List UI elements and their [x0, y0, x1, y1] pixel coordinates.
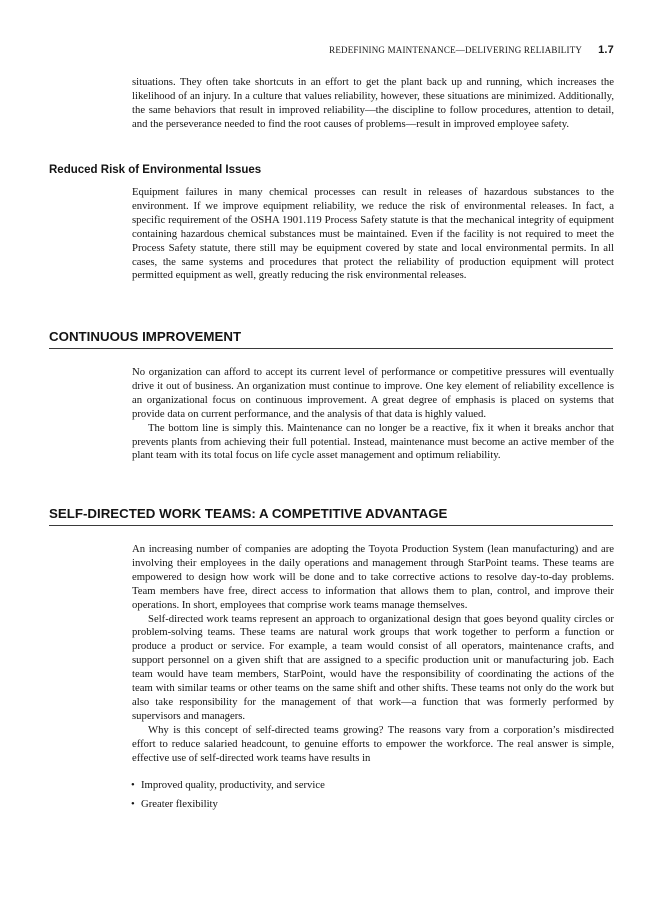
benefits-bullet-list — [131, 779, 613, 816]
bullet-icon: • — [131, 779, 135, 791]
continuous-paragraph-1: No organization can afford to accept its current level of performance or competitive pressures will eventually drive it out of business. An organization must continue to improve. One key element of reliability excellence is an organizational focus on continuous improvement. A great degree of emphasis is placed on systems that provide data on current performance, and the analysis of that data is highly valued. — [132, 366, 614, 420]
bullet-text: Greater flexibility — [141, 797, 218, 810]
bullet-icon: • — [131, 797, 135, 810]
section-heading-continuous-improvement: CONTINUOUS IMPROVEMENT — [49, 329, 613, 349]
continuous-paragraph-2: The bottom line is simply this. Maintenance can no longer be a reactive, fix it when it breaks anchor that prevents plants from achieving their full potential. Instead, maintenance must become an active member of the plant team with its total focus on life cycle asset management and optimum reliability. — [132, 421, 614, 462]
list-item — [131, 798, 613, 817]
teams-paragraph-1: An increasing number of companies are adopting the Toyota Production System (lean manufacturing) and are involving their employees in the daily operations and management through StarPoint teams. These teams are empowered to design how work will be done and to take corrective actions to resolve day-to-day problems. Team members have free, direct access to information that allows them to plan, control, and improve their operations. In short, employees that comprise work teams manage themselves. — [132, 543, 614, 611]
environmental-paragraph: Equipment failures in many chemical processes can result in releases of hazardous substances to the environment. If we improve equipment reliability, we reduce the risk of environmental releases. In fact, a specific requirement of the OSHA 1901.119 Process Safety statute is that the mechanical integrity of equipment containing hazardous chemical substances must be maintained. Even if the facility is not required to meet the Process Safety statute, there still may be equipment covered by state and local environmental permits. In all cases, the same systems and procedures that protect the reliability of production equipment will protect permitted equipment as well, greatly reducing the risk environmental releases. — [132, 186, 614, 282]
intro-paragraph: situations. They often take shortcuts in an effort to get the plant back up and running, which increases the likelihood of an injury. In a culture that values reliability, however, these situations are minimized. Additionally, the same behaviors that result in improved reliability—the discipline to follow procedures, attention to detail, and the perseverance needed to find the root causes of problems—result in improved employee safety. — [132, 76, 614, 130]
teams-text-block — [132, 543, 614, 766]
running-head-title: REDEFINING MAINTENANCE—DELIVERING RELIABILITY — [329, 45, 583, 55]
section-heading-self-directed-teams: SELF-DIRECTED WORK TEAMS: A COMPETITIVE ADVANTAGE — [49, 506, 613, 526]
intro-text-block — [132, 76, 614, 132]
bullet-text: Improved quality, productivity, and service — [141, 779, 325, 791]
subheading-environmental: Reduced Risk of Environmental Issues — [49, 164, 262, 176]
teams-paragraph-2: Self-directed work teams represent an approach to organizational design that goes beyond quality circles or problem-solving teams. These teams are natural work groups that work together to perform a function or produce a product or service. For example, a team would consist of all operators, maintenance crafts, and support personnel on a given shift that are assigned to a specific production unit or manufacturing job. Each team would have team members, StarPoint, would have the responsibility of coordinating the actions of the team with similar teams or other teams on the same shift and other shifts. These teams not only do the work but also take responsibility for the management of that work—a function that was formerly performed by supervisors and managers. — [132, 612, 614, 722]
page-number: 1.7 — [598, 44, 614, 56]
environmental-text-block — [132, 186, 614, 283]
continuous-improvement-text-block — [132, 366, 614, 463]
teams-paragraph-3: Why is this concept of self-directed teams growing? The reasons vary from a corporation’s misdirected effort to reduce salaried headcount, to genuine efforts to empower the workforce. The real answer is simple, effective use of self-directed work teams have results in — [132, 723, 614, 764]
list-item — [131, 779, 613, 798]
running-head — [329, 44, 614, 58]
